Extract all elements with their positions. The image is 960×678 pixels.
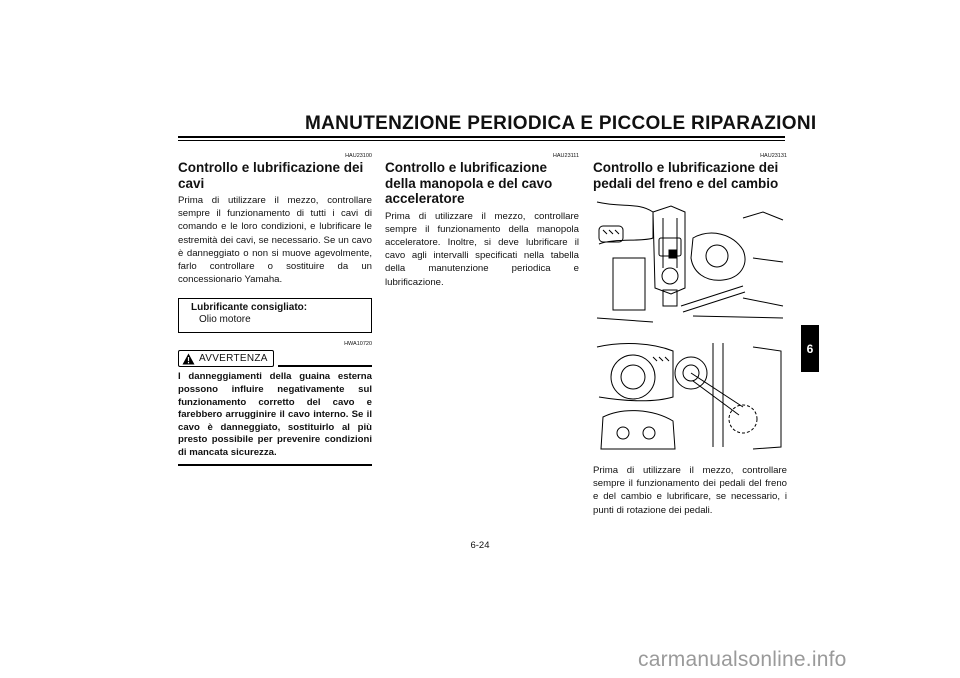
section-body: Prima di utilizzare il mezzo, controllare sempre il funzionamento di tutti i cavi di comando e le loro condizioni, e lubrificare le estremità dei cavi, se necessario. Se un cavo è danneggiato o non si muove agevolmente, farlo controllare o sostituire da un concessionario Yamaha. <box>178 195 372 286</box>
section-body: Prima di utilizzare il mezzo, controllare sempre il funzionamento dei pedali del freno e del cambio e lubrificare, se necessario, i punti di rotazione dei pedali. <box>593 465 787 516</box>
header-rule <box>178 136 785 138</box>
warning-end-rule <box>178 464 372 466</box>
warning-label: AVVERTENZA <box>199 353 268 365</box>
section-heading: Controllo e lubrificazione dei cavi <box>178 160 364 191</box>
lubricant-box <box>178 298 372 333</box>
page-header-title: MANUTENZIONE PERIODICA E PICCOLE RIPARAZIONI <box>305 113 817 134</box>
section-heading: Controllo e lubrificazione della manopola e del cavo acceleratore <box>385 160 553 206</box>
column-pedals <box>593 152 787 517</box>
lubricant-value: Olio motore <box>199 314 251 326</box>
shift-pedal-illustration <box>593 337 787 455</box>
lubricant-label: Lubrificante consigliato: <box>191 302 308 314</box>
warning-triangle-icon <box>182 353 195 365</box>
section-body: Prima di utilizzare il mezzo, controllare sempre il funzionamento della manopola acceleratore. Inoltre, si deve lubrificare il cavo agli intervalli specificati nella tabella della manutenzione periodica e lubrificazione. <box>385 210 579 288</box>
warning-badge <box>178 350 274 367</box>
section-code: HAU23100 <box>345 153 372 159</box>
section-code: HAU23131 <box>760 153 787 159</box>
warning-text: I danneggiamenti della guaina esterna possono influire negativamente sul funzionamento corretto del cavo e farebbero arrugginire il cavo interno. Se il cavo è danneggiato, sostituirlo al più presto possibile per prevenire condizioni di mancata sicurezza. <box>178 371 372 458</box>
warning-rule <box>278 365 372 367</box>
warning-header <box>178 350 372 367</box>
warning-code: HWA10720 <box>344 341 372 348</box>
section-code: HAU23111 <box>552 153 579 159</box>
column-cables <box>178 152 372 466</box>
page-number: 6-24 <box>470 540 490 551</box>
brake-pedal-illustration <box>593 198 787 326</box>
header-rule-thin <box>178 140 785 141</box>
site-watermark: carmanualsonline.info <box>638 648 847 671</box>
chapter-tab: 6 <box>801 325 819 372</box>
column-throttle <box>385 152 579 289</box>
section-heading: Controllo e lubrificazione dei pedali del freno e del cambio <box>593 160 779 191</box>
